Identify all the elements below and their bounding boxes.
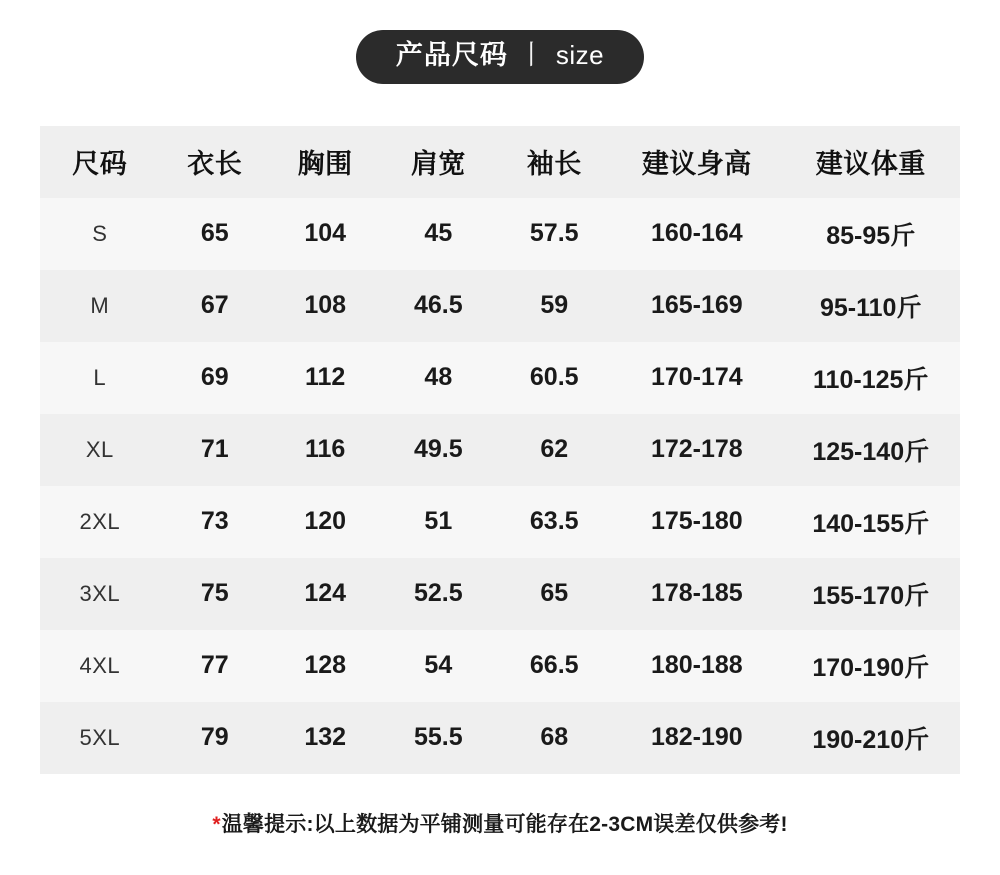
cell-size: XL <box>40 414 160 486</box>
cell-weight: 155-170斤 <box>781 558 960 630</box>
cell-sleeve: 68 <box>496 702 612 774</box>
cell-sleeve: 62 <box>496 414 612 486</box>
column-header-shoulder: 肩宽 <box>380 126 496 198</box>
page-title <box>356 30 644 84</box>
column-header-length: 衣长 <box>160 126 270 198</box>
cell-bust: 104 <box>270 198 380 270</box>
cell-sleeve: 65 <box>496 558 612 630</box>
cell-length: 65 <box>160 198 270 270</box>
title-main-text: 产品尺码 <box>395 40 508 70</box>
cell-size: 3XL <box>40 558 160 630</box>
cell-sleeve: 63.5 <box>496 486 612 558</box>
cell-bust: 124 <box>270 558 380 630</box>
cell-sleeve: 57.5 <box>496 198 612 270</box>
cell-shoulder: 51 <box>380 486 496 558</box>
size-table <box>40 126 960 774</box>
cell-sleeve: 60.5 <box>496 342 612 414</box>
table-row <box>40 198 960 270</box>
cell-length: 75 <box>160 558 270 630</box>
column-header-size: 尺码 <box>40 126 160 198</box>
column-header-bust: 胸围 <box>270 126 380 198</box>
footnote-asterisk: * <box>212 812 221 836</box>
table-row <box>40 414 960 486</box>
cell-bust: 128 <box>270 630 380 702</box>
cell-bust: 132 <box>270 702 380 774</box>
table-row <box>40 342 960 414</box>
cell-height: 165-169 <box>612 270 781 342</box>
table-head <box>40 126 960 198</box>
cell-length: 77 <box>160 630 270 702</box>
table-row <box>40 270 960 342</box>
cell-sleeve: 59 <box>496 270 612 342</box>
size-table-wrapper <box>40 126 960 774</box>
cell-weight: 170-190斤 <box>781 630 960 702</box>
cell-size: 2XL <box>40 486 160 558</box>
cell-shoulder: 46.5 <box>380 270 496 342</box>
cell-weight: 110-125斤 <box>781 342 960 414</box>
cell-size: 5XL <box>40 702 160 774</box>
title-section <box>0 30 1000 84</box>
cell-bust: 112 <box>270 342 380 414</box>
title-separator: 丨 <box>517 40 546 70</box>
cell-height: 178-185 <box>612 558 781 630</box>
cell-shoulder: 52.5 <box>380 558 496 630</box>
cell-sleeve: 66.5 <box>496 630 612 702</box>
cell-weight: 140-155斤 <box>781 486 960 558</box>
cell-bust: 120 <box>270 486 380 558</box>
cell-length: 67 <box>160 270 270 342</box>
cell-size: M <box>40 270 160 342</box>
cell-weight: 125-140斤 <box>781 414 960 486</box>
table-row <box>40 630 960 702</box>
cell-weight: 95-110斤 <box>781 270 960 342</box>
cell-shoulder: 49.5 <box>380 414 496 486</box>
cell-height: 175-180 <box>612 486 781 558</box>
cell-weight: 190-210斤 <box>781 702 960 774</box>
column-header-weight: 建议体重 <box>781 126 960 198</box>
cell-shoulder: 45 <box>380 198 496 270</box>
cell-height: 160-164 <box>612 198 781 270</box>
cell-height: 172-178 <box>612 414 781 486</box>
cell-shoulder: 55.5 <box>380 702 496 774</box>
title-sub-text: size <box>555 40 605 70</box>
cell-length: 69 <box>160 342 270 414</box>
table-row <box>40 486 960 558</box>
table-header-row <box>40 126 960 198</box>
cell-length: 79 <box>160 702 270 774</box>
cell-bust: 116 <box>270 414 380 486</box>
column-header-sleeve: 袖长 <box>496 126 612 198</box>
cell-length: 73 <box>160 486 270 558</box>
cell-height: 182-190 <box>612 702 781 774</box>
table-row <box>40 702 960 774</box>
cell-height: 180-188 <box>612 630 781 702</box>
cell-length: 71 <box>160 414 270 486</box>
table-body <box>40 198 960 774</box>
column-header-height: 建议身高 <box>612 126 781 198</box>
cell-size: S <box>40 198 160 270</box>
cell-size: 4XL <box>40 630 160 702</box>
cell-size: L <box>40 342 160 414</box>
table-row <box>40 558 960 630</box>
footnote-text: 温馨提示:以上数据为平铺测量可能存在2-3CM误差仅供参考! <box>221 812 788 836</box>
footnote <box>212 808 787 838</box>
cell-weight: 85-95斤 <box>781 198 960 270</box>
cell-shoulder: 48 <box>380 342 496 414</box>
cell-shoulder: 54 <box>380 630 496 702</box>
cell-height: 170-174 <box>612 342 781 414</box>
cell-bust: 108 <box>270 270 380 342</box>
